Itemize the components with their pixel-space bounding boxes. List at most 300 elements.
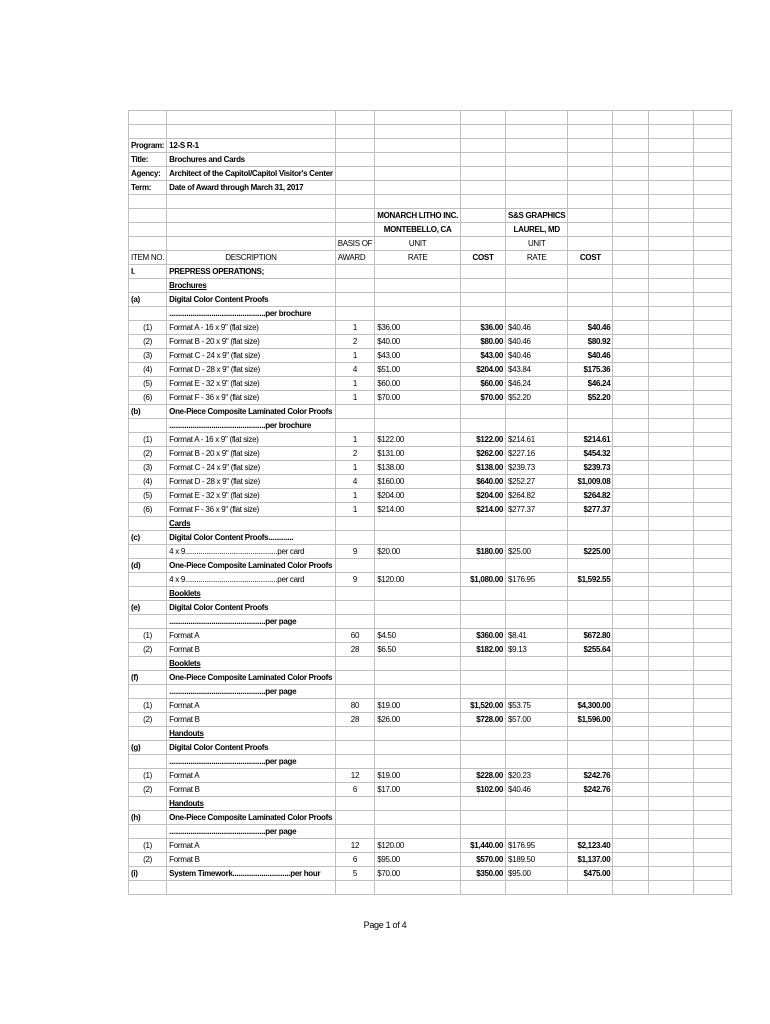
description: ..................................................per brochure: [167, 419, 336, 433]
basis-of-award: [335, 517, 375, 531]
monarch-cost: $1,520.00: [461, 699, 506, 713]
basis-of-award: [335, 419, 375, 433]
ss-unit-rate: [506, 419, 568, 433]
empty-cell: [568, 167, 613, 181]
empty-cell: [694, 265, 732, 279]
monarch-cost: [461, 587, 506, 601]
header-row: [129, 167, 732, 181]
empty-cell: [568, 881, 613, 895]
empty-cell: [694, 433, 732, 447]
empty-cell: [649, 125, 694, 139]
basis-of-award: [335, 265, 375, 279]
ss-unit-rate: [506, 685, 568, 699]
ss-cost: $40.46: [568, 349, 613, 363]
empty-cell: [613, 643, 649, 657]
blank-row: [129, 111, 732, 125]
description: One-Piece Composite Laminated Color Proofs: [167, 811, 336, 825]
basis-header: BASIS OF: [335, 237, 375, 251]
item-no: [129, 797, 167, 811]
ss-unit-rate: $40.46: [506, 783, 568, 797]
ss-unit-rate: $46.24: [506, 377, 568, 391]
monarch-unit-rate: $19.00: [375, 699, 461, 713]
empty-cell: [694, 517, 732, 531]
empty-cell: [613, 279, 649, 293]
description: Digital Color Content Proofs.............: [167, 531, 336, 545]
monarch-cost: [461, 755, 506, 769]
monarch-unit-rate: $138.00: [375, 461, 461, 475]
line-item-row: [129, 405, 732, 419]
empty-cell: [694, 391, 732, 405]
empty-cell: [694, 223, 732, 237]
empty-cell: [694, 797, 732, 811]
line-item-row: [129, 307, 732, 321]
description: PREPRESS OPERATIONS;: [167, 265, 336, 279]
description: Brochures: [167, 279, 336, 293]
description-header: DESCRIPTION: [167, 251, 336, 265]
empty-cell: [694, 461, 732, 475]
empty-cell: [613, 503, 649, 517]
empty-cell: [167, 237, 336, 251]
empty-cell: [613, 559, 649, 573]
vendor-row: [129, 209, 732, 223]
empty-cell: [129, 111, 167, 125]
basis-of-award: [335, 601, 375, 615]
empty-cell: [694, 867, 732, 881]
line-item-row: [129, 839, 732, 853]
empty-cell: [649, 153, 694, 167]
description: Format A: [167, 839, 336, 853]
line-item-row: [129, 573, 732, 587]
empty-cell: [694, 811, 732, 825]
ss-unit-rate: [506, 601, 568, 615]
line-item-row: [129, 643, 732, 657]
empty-cell: [613, 601, 649, 615]
ss-cost: $1,009.08: [568, 475, 613, 489]
empty-cell: [649, 755, 694, 769]
empty-cell: [694, 181, 732, 195]
monarch-unit-rate: [375, 685, 461, 699]
line-item-row: [129, 279, 732, 293]
ss-unit-rate: $8.41: [506, 629, 568, 643]
description: 4 x 9................................................per card: [167, 573, 336, 587]
description: Format F - 36 x 9" (flat size): [167, 391, 336, 405]
empty-cell: [506, 111, 568, 125]
empty-cell: [694, 643, 732, 657]
empty-cell: [461, 125, 506, 139]
monarch-unit-rate: $51.00: [375, 363, 461, 377]
monarch-cost: $1,440.00: [461, 839, 506, 853]
empty-cell: [694, 489, 732, 503]
term-label: Term:: [129, 181, 167, 195]
line-item-row: [129, 419, 732, 433]
basis-of-award: [335, 727, 375, 741]
empty-cell: [694, 111, 732, 125]
empty-cell: [649, 461, 694, 475]
ss-unit-rate: [506, 825, 568, 839]
empty-cell: [375, 167, 461, 181]
monarch-unit-rate: [375, 615, 461, 629]
line-item-row: [129, 769, 732, 783]
empty-cell: [613, 699, 649, 713]
item-no: (i): [129, 867, 167, 881]
line-item-row: [129, 587, 732, 601]
monarch-cost: $204.00: [461, 363, 506, 377]
description: Cards: [167, 517, 336, 531]
line-item-row: [129, 671, 732, 685]
empty-cell: [506, 881, 568, 895]
monarch-unit-rate: $70.00: [375, 867, 461, 881]
empty-cell: [649, 517, 694, 531]
basis-of-award: [335, 825, 375, 839]
empty-cell: [694, 307, 732, 321]
ss-cost: [568, 657, 613, 671]
empty-cell: [649, 671, 694, 685]
monarch-unit-rate: $214.00: [375, 503, 461, 517]
line-item-row: [129, 699, 732, 713]
monarch-cost: [461, 825, 506, 839]
empty-cell: [613, 251, 649, 265]
empty-cell: [461, 195, 506, 209]
basis-of-award: 1: [335, 433, 375, 447]
item-no: (5): [129, 489, 167, 503]
empty-cell: [694, 405, 732, 419]
ss-cost: $225.00: [568, 545, 613, 559]
description: Format B: [167, 713, 336, 727]
monarch-unit-rate: [375, 671, 461, 685]
item-no: (1): [129, 433, 167, 447]
ss-cost: $80.92: [568, 335, 613, 349]
ss-cost: [568, 727, 613, 741]
monarch-unit-rate: [375, 265, 461, 279]
empty-cell: [613, 545, 649, 559]
item-no: (2): [129, 783, 167, 797]
empty-cell: [694, 825, 732, 839]
line-item-row: [129, 433, 732, 447]
title-label: Title:: [129, 153, 167, 167]
empty-cell: [613, 181, 649, 195]
ss-cost: [568, 755, 613, 769]
monarch-cost: [461, 559, 506, 573]
ss-cost: $1,137.00: [568, 853, 613, 867]
monarch-cost: $228.00: [461, 769, 506, 783]
empty-cell: [613, 797, 649, 811]
empty-cell: [129, 125, 167, 139]
line-item-row: [129, 741, 732, 755]
monarch-cost: [461, 811, 506, 825]
monarch-cost: [461, 265, 506, 279]
monarch-unit-rate: [375, 657, 461, 671]
empty-cell: [649, 419, 694, 433]
empty-cell: [335, 223, 375, 237]
empty-cell: [694, 293, 732, 307]
empty-cell: [649, 699, 694, 713]
line-item-row: [129, 755, 732, 769]
empty-cell: [694, 573, 732, 587]
empty-cell: [167, 209, 336, 223]
empty-cell: [375, 881, 461, 895]
empty-cell: [694, 615, 732, 629]
ss-unit-rate: $43.84: [506, 363, 568, 377]
empty-cell: [461, 153, 506, 167]
empty-cell: [506, 153, 568, 167]
description: System Timework..............................per hour: [167, 867, 336, 881]
line-item-row: [129, 811, 732, 825]
vendor-name-1: MONARCH LITHO INC.: [375, 209, 461, 223]
empty-cell: [613, 867, 649, 881]
basis-of-award: [335, 405, 375, 419]
item-no: (2): [129, 447, 167, 461]
description: ..................................................per page: [167, 825, 336, 839]
rate-header: RATE: [375, 251, 461, 265]
item-no: (4): [129, 363, 167, 377]
blank-row: [129, 195, 732, 209]
monarch-unit-rate: [375, 811, 461, 825]
monarch-cost: $182.00: [461, 643, 506, 657]
empty-cell: [694, 559, 732, 573]
basis-of-award: 2: [335, 335, 375, 349]
vendor-name-2: S&S GRAPHICS: [506, 209, 568, 223]
item-no: (e): [129, 601, 167, 615]
ss-cost: [568, 293, 613, 307]
empty-cell: [694, 657, 732, 671]
cost-header: COST: [568, 251, 613, 265]
description: Format B - 20 x 9" (flat size): [167, 335, 336, 349]
empty-cell: [335, 139, 375, 153]
empty-cell: [613, 587, 649, 601]
basis-of-award: 6: [335, 783, 375, 797]
ss-unit-rate: $277.37: [506, 503, 568, 517]
empty-cell: [649, 475, 694, 489]
monarch-unit-rate: $60.00: [375, 377, 461, 391]
monarch-cost: $70.00: [461, 391, 506, 405]
item-no: (g): [129, 741, 167, 755]
empty-cell: [694, 601, 732, 615]
line-item-row: [129, 391, 732, 405]
ss-unit-rate: $40.46: [506, 321, 568, 335]
item-no: (6): [129, 503, 167, 517]
empty-cell: [649, 363, 694, 377]
ss-cost: [568, 685, 613, 699]
ss-cost: $175.36: [568, 363, 613, 377]
description: Format A: [167, 699, 336, 713]
ss-cost: [568, 811, 613, 825]
empty-cell: [461, 139, 506, 153]
monarch-unit-rate: [375, 797, 461, 811]
empty-cell: [694, 587, 732, 601]
empty-cell: [649, 181, 694, 195]
basis-of-award: 60: [335, 629, 375, 643]
ss-unit-rate: $176.95: [506, 839, 568, 853]
empty-cell: [649, 195, 694, 209]
ss-unit-rate: [506, 755, 568, 769]
description: Format A: [167, 629, 336, 643]
empty-cell: [649, 251, 694, 265]
ss-unit-rate: [506, 307, 568, 321]
empty-cell: [335, 195, 375, 209]
monarch-cost: [461, 685, 506, 699]
monarch-cost: $60.00: [461, 377, 506, 391]
empty-cell: [649, 391, 694, 405]
empty-cell: [613, 573, 649, 587]
basis-of-award: 1: [335, 321, 375, 335]
monarch-unit-rate: $70.00: [375, 391, 461, 405]
empty-cell: [694, 125, 732, 139]
empty-cell: [649, 741, 694, 755]
ss-unit-rate: [506, 811, 568, 825]
description: ..................................................per brochure: [167, 307, 336, 321]
empty-cell: [694, 139, 732, 153]
item-no: (2): [129, 643, 167, 657]
monarch-cost: $360.00: [461, 629, 506, 643]
description: Handouts: [167, 797, 336, 811]
description: Format D - 28 x 9" (flat size): [167, 475, 336, 489]
monarch-unit-rate: $43.00: [375, 349, 461, 363]
description: One-Piece Composite Laminated Color Proofs: [167, 559, 336, 573]
empty-cell: [694, 195, 732, 209]
ss-cost: [568, 797, 613, 811]
empty-cell: [167, 195, 336, 209]
description: Format B: [167, 853, 336, 867]
monarch-cost: $180.00: [461, 545, 506, 559]
empty-cell: [335, 167, 375, 181]
vendor-location-2: LAUREL, MD: [506, 223, 568, 237]
empty-cell: [649, 139, 694, 153]
description: Digital Color Content Proofs: [167, 293, 336, 307]
unit-header: UNIT: [506, 237, 568, 251]
ss-cost: $214.61: [568, 433, 613, 447]
ss-unit-rate: $214.61: [506, 433, 568, 447]
ss-unit-rate: $25.00: [506, 545, 568, 559]
monarch-cost: [461, 517, 506, 531]
empty-cell: [694, 335, 732, 349]
empty-cell: [613, 853, 649, 867]
empty-cell: [649, 433, 694, 447]
empty-cell: [694, 699, 732, 713]
column-header-row: [129, 237, 732, 251]
item-no: (c): [129, 531, 167, 545]
empty-cell: [649, 223, 694, 237]
ss-unit-rate: $53.75: [506, 699, 568, 713]
empty-cell: [694, 363, 732, 377]
empty-cell: [613, 517, 649, 531]
empty-cell: [649, 685, 694, 699]
monarch-unit-rate: $4.50: [375, 629, 461, 643]
basis-of-award: 1: [335, 503, 375, 517]
ss-cost: $46.24: [568, 377, 613, 391]
empty-cell: [335, 125, 375, 139]
description: Format B: [167, 643, 336, 657]
item-no: (d): [129, 559, 167, 573]
ss-cost: [568, 307, 613, 321]
empty-cell: [694, 251, 732, 265]
item-no: [129, 573, 167, 587]
monarch-cost: $36.00: [461, 321, 506, 335]
basis-of-award: 1: [335, 377, 375, 391]
monarch-unit-rate: [375, 531, 461, 545]
ss-cost: $4,300.00: [568, 699, 613, 713]
basis-of-award: 12: [335, 769, 375, 783]
empty-cell: [461, 181, 506, 195]
monarch-cost: $214.00: [461, 503, 506, 517]
bid-abstract-table: [128, 110, 732, 895]
description: Format E - 32 x 9" (flat size): [167, 377, 336, 391]
empty-cell: [613, 881, 649, 895]
empty-cell: [613, 741, 649, 755]
empty-cell: [649, 615, 694, 629]
ss-cost: $40.46: [568, 321, 613, 335]
basis-of-award: 9: [335, 545, 375, 559]
ss-unit-rate: [506, 615, 568, 629]
line-item-row: [129, 545, 732, 559]
header-row: [129, 181, 732, 195]
empty-cell: [568, 223, 613, 237]
empty-cell: [613, 237, 649, 251]
empty-cell: [649, 447, 694, 461]
empty-cell: [613, 125, 649, 139]
empty-cell: [649, 825, 694, 839]
monarch-unit-rate: $6.50: [375, 643, 461, 657]
agency-label: Agency:: [129, 167, 167, 181]
line-item-row: [129, 489, 732, 503]
description: Format F - 36 x 9" (flat size): [167, 503, 336, 517]
description: Format A - 16 x 9" (flat size): [167, 321, 336, 335]
basis-of-award: [335, 741, 375, 755]
ss-cost: [568, 419, 613, 433]
item-no: I.: [129, 265, 167, 279]
empty-cell: [568, 139, 613, 153]
column-header-row: [129, 251, 732, 265]
empty-cell: [167, 111, 336, 125]
empty-cell: [461, 167, 506, 181]
empty-cell: [613, 769, 649, 783]
monarch-cost: [461, 279, 506, 293]
empty-cell: [694, 209, 732, 223]
basis-of-award: 2: [335, 447, 375, 461]
empty-cell: [461, 209, 506, 223]
empty-cell: [694, 167, 732, 181]
line-item-row: [129, 475, 732, 489]
empty-cell: [694, 713, 732, 727]
ss-unit-rate: $95.00: [506, 867, 568, 881]
monarch-cost: $102.00: [461, 783, 506, 797]
empty-cell: [375, 125, 461, 139]
basis-of-award: [335, 671, 375, 685]
monarch-cost: $640.00: [461, 475, 506, 489]
ss-unit-rate: $20.23: [506, 769, 568, 783]
empty-cell: [568, 153, 613, 167]
item-no: (2): [129, 713, 167, 727]
ss-unit-rate: $264.82: [506, 489, 568, 503]
empty-cell: [694, 769, 732, 783]
empty-cell: [613, 209, 649, 223]
empty-cell: [506, 167, 568, 181]
monarch-cost: [461, 727, 506, 741]
line-item-row: [129, 349, 732, 363]
agency-value: Architect of the Capitol/Capitol Visitor's Center: [167, 167, 336, 181]
empty-cell: [649, 867, 694, 881]
monarch-unit-rate: $120.00: [375, 839, 461, 853]
blank-row: [129, 125, 732, 139]
ss-unit-rate: [506, 741, 568, 755]
empty-cell: [613, 293, 649, 307]
empty-cell: [613, 783, 649, 797]
basis-of-award: [335, 685, 375, 699]
description: Format C - 24 x 9" (flat size): [167, 461, 336, 475]
ss-unit-rate: $227.16: [506, 447, 568, 461]
basis-of-award: 9: [335, 573, 375, 587]
line-item-row: [129, 713, 732, 727]
basis-of-award: [335, 307, 375, 321]
